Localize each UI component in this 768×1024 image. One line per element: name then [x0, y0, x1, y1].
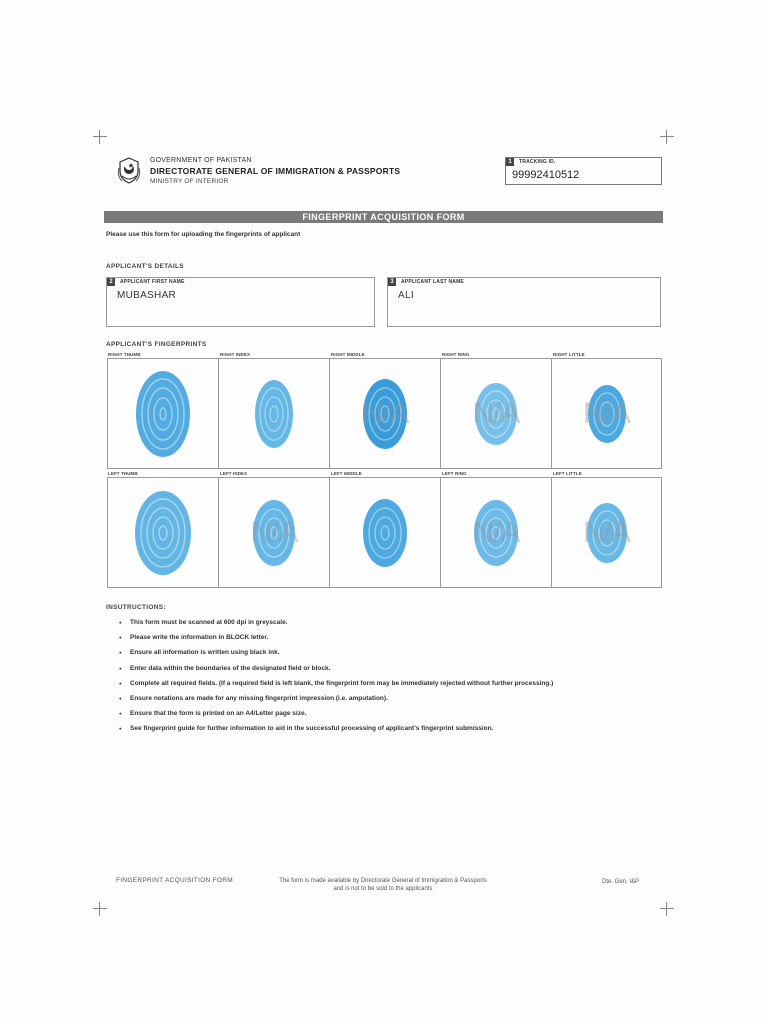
- fingerprint-label: RIGHT THUMB: [108, 352, 141, 357]
- footer-notice: [258, 877, 508, 893]
- fingerprint-cell-left-little[interactable]: [552, 478, 661, 587]
- fingerprint-label: RIGHT LITTLE: [553, 352, 585, 357]
- form-intro-text: Please use this form for uploading the fingerprints of applicant: [106, 231, 301, 238]
- pakistan-emblem-icon: [116, 156, 142, 186]
- form-header: [116, 156, 416, 188]
- fingerprint-cell-right-thumb[interactable]: [108, 359, 219, 468]
- last-name-label: APPLICANT LAST NAME: [401, 279, 464, 285]
- crop-mark-bottom-right: [660, 902, 674, 916]
- fingerprint-label: RIGHT RING: [442, 352, 470, 357]
- fingerprint-label: RIGHT MIDDLE: [331, 352, 365, 357]
- instruction-item: ● Please write the information in BLOCK letter.: [118, 634, 658, 649]
- left-hand-fingerprint-grid: [107, 477, 662, 588]
- not-available-mark: N/A: [472, 515, 520, 549]
- org-line-ministry: MINISTRY OF INTERIOR: [150, 178, 229, 185]
- right-hand-fingerprint-grid: [107, 358, 662, 469]
- first-name-field[interactable]: [106, 277, 375, 327]
- org-line-directorate: DIRECTORATE GENERAL OF IMMIGRATION & PASSPORTS: [150, 166, 401, 176]
- tracking-id-value: 99992410512: [512, 169, 580, 181]
- fingerprint-label: LEFT THUMB: [108, 471, 138, 476]
- footer-notice-line: and is not to be sold to the applicants: [333, 886, 433, 892]
- instruction-item: ● Ensure that the form is printed on an A4/Letter page size.: [118, 710, 658, 725]
- fingerprint-label: RIGHT INDEX: [220, 352, 251, 357]
- fingerprint-image: [362, 498, 408, 568]
- last-name-value: ALI: [398, 290, 414, 301]
- fingerprint-cell-left-thumb[interactable]: [108, 478, 219, 587]
- fingerprints-heading: APPLICANT'S FINGERPRINTS: [106, 341, 207, 348]
- not-available-mark: N/A: [472, 396, 520, 430]
- footer-department: Dte. Gen. I&P: [602, 879, 640, 885]
- fingerprint-image: [135, 370, 191, 458]
- instructions-heading: INSUTRUCTIONS:: [106, 604, 166, 611]
- first-name-value: MUBASHAR: [117, 290, 177, 301]
- last-name-field[interactable]: [387, 277, 661, 327]
- fingerprint-cell-right-middle[interactable]: [330, 359, 441, 468]
- field-number-badge: 2: [107, 278, 115, 286]
- fingerprint-label: LEFT MIDDLE: [331, 471, 362, 476]
- instruction-item: ● Ensure notations are made for any missing fingerprint impression (i.e. amputation).: [118, 695, 658, 710]
- fingerprint-cell-left-ring[interactable]: [441, 478, 552, 587]
- instruction-item: ● This form must be scanned at 600 dpi in greyscale.: [118, 619, 658, 634]
- org-line-government: GOVERNMENT OF PAKISTAN: [150, 157, 252, 164]
- instruction-item: ● Ensure all information is written using black ink.: [118, 649, 658, 664]
- instruction-item: ● Enter data within the boundaries of the designated field or block.: [118, 665, 658, 680]
- tracking-id-field[interactable]: [505, 157, 662, 185]
- applicant-details-heading: APPLICANT'S DETAILS: [106, 263, 184, 270]
- fingerprint-image: [254, 379, 294, 449]
- not-available-mark: N/A: [582, 396, 631, 430]
- tracking-id-label: TRACKING ID.: [519, 159, 556, 165]
- instruction-item: ● Complete all required fields. (If a required field is left blank, the fingerprint form may be immediately rejected without further processing.): [118, 680, 658, 695]
- form-title: FINGERPRINT ACQUISITION FORM: [302, 212, 465, 222]
- not-available-mark: N/A: [361, 396, 409, 430]
- field-number-badge: 1: [506, 158, 514, 166]
- instructions-list: [118, 619, 658, 741]
- fingerprint-cell-left-middle[interactable]: [330, 478, 441, 587]
- first-name-label: APPLICANT FIRST NAME: [120, 279, 185, 285]
- fingerprint-label: LEFT INDEX: [220, 471, 248, 476]
- form-title-bar: [104, 211, 663, 223]
- not-available-mark: N/A: [250, 515, 298, 549]
- fingerprint-cell-left-index[interactable]: [219, 478, 330, 587]
- fingerprint-cell-right-index[interactable]: [219, 359, 330, 468]
- footer-form-name: FINGERPRINT ACQUISITION FORM: [116, 877, 233, 884]
- instruction-item: ● See fingerprint guide for further information to aid in the successful processing of applicant's fingerprint submission.: [118, 725, 658, 740]
- crop-mark-top-left: [93, 130, 107, 144]
- fingerprint-image: [134, 490, 192, 576]
- fingerprint-label: LEFT LITTLE: [553, 471, 582, 476]
- fingerprint-cell-right-ring[interactable]: [441, 359, 552, 468]
- not-available-mark: N/A: [582, 515, 631, 549]
- crop-mark-bottom-left: [93, 902, 107, 916]
- fingerprint-cell-right-little[interactable]: [552, 359, 661, 468]
- fingerprint-label: LEFT RING: [442, 471, 467, 476]
- crop-mark-top-right: [660, 130, 674, 144]
- footer-notice-line: The form is made available by Directorate General of Immigration & Passports: [279, 878, 487, 884]
- field-number-badge: 3: [388, 278, 396, 286]
